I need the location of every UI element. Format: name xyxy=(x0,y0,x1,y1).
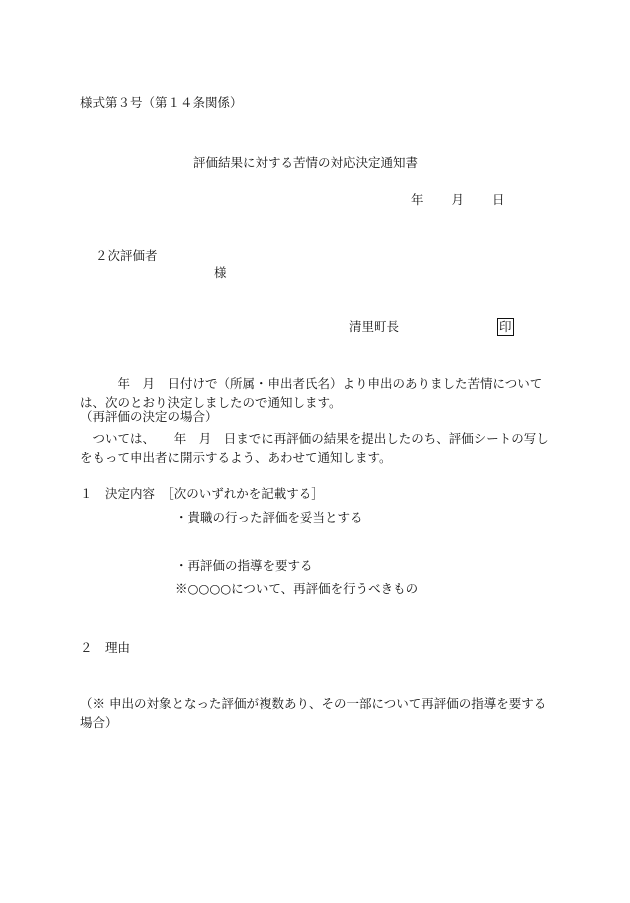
document-title: 評価結果に対する苦情の対応決定通知書 xyxy=(193,155,419,170)
recipient-role: ２次評価者 xyxy=(95,248,158,263)
recipient-honorific: 様 xyxy=(214,265,227,280)
seal-mark xyxy=(497,318,514,336)
date-month: 月 xyxy=(451,192,465,207)
date-line xyxy=(411,194,505,207)
form-number: 様式第３号（第１４条関係） xyxy=(80,95,243,110)
date-year: 年 xyxy=(411,192,424,207)
body-paragraph-1: 年 月 日付けで（所属・申出者氏名）より申出のありました苦情については、次のとおり決定しましたので通知します。 xyxy=(80,376,543,410)
decision-option-1: ・貴職の行った評価を妥当とする xyxy=(175,510,363,525)
seal-box: 印 xyxy=(499,319,512,334)
body-paragraph-2: ついては、 年 月 日までに再評価の結果を提出したのち、評価シートの写しをもって申出者に開示するよう、あわせて通知します。 xyxy=(80,431,549,465)
sender-name: 清里町長 xyxy=(349,319,400,334)
section2-heading: ２ 理由 xyxy=(80,640,131,655)
decision-option-2-note: ※○○○○について、再評価を行うべきもの xyxy=(175,581,419,596)
decision-option-2: ・再評価の指導を要する xyxy=(175,558,313,573)
section1-heading: １ 決定内容 ［次のいずれかを記載する］ xyxy=(80,486,324,501)
footnote: （※ 申出の対象となった評価が複数あり、その一部について再評価の指導を要する場合） xyxy=(80,696,547,730)
reeval-heading: （再評価の決定の場合） xyxy=(80,409,218,424)
date-day: 日 xyxy=(492,192,505,207)
